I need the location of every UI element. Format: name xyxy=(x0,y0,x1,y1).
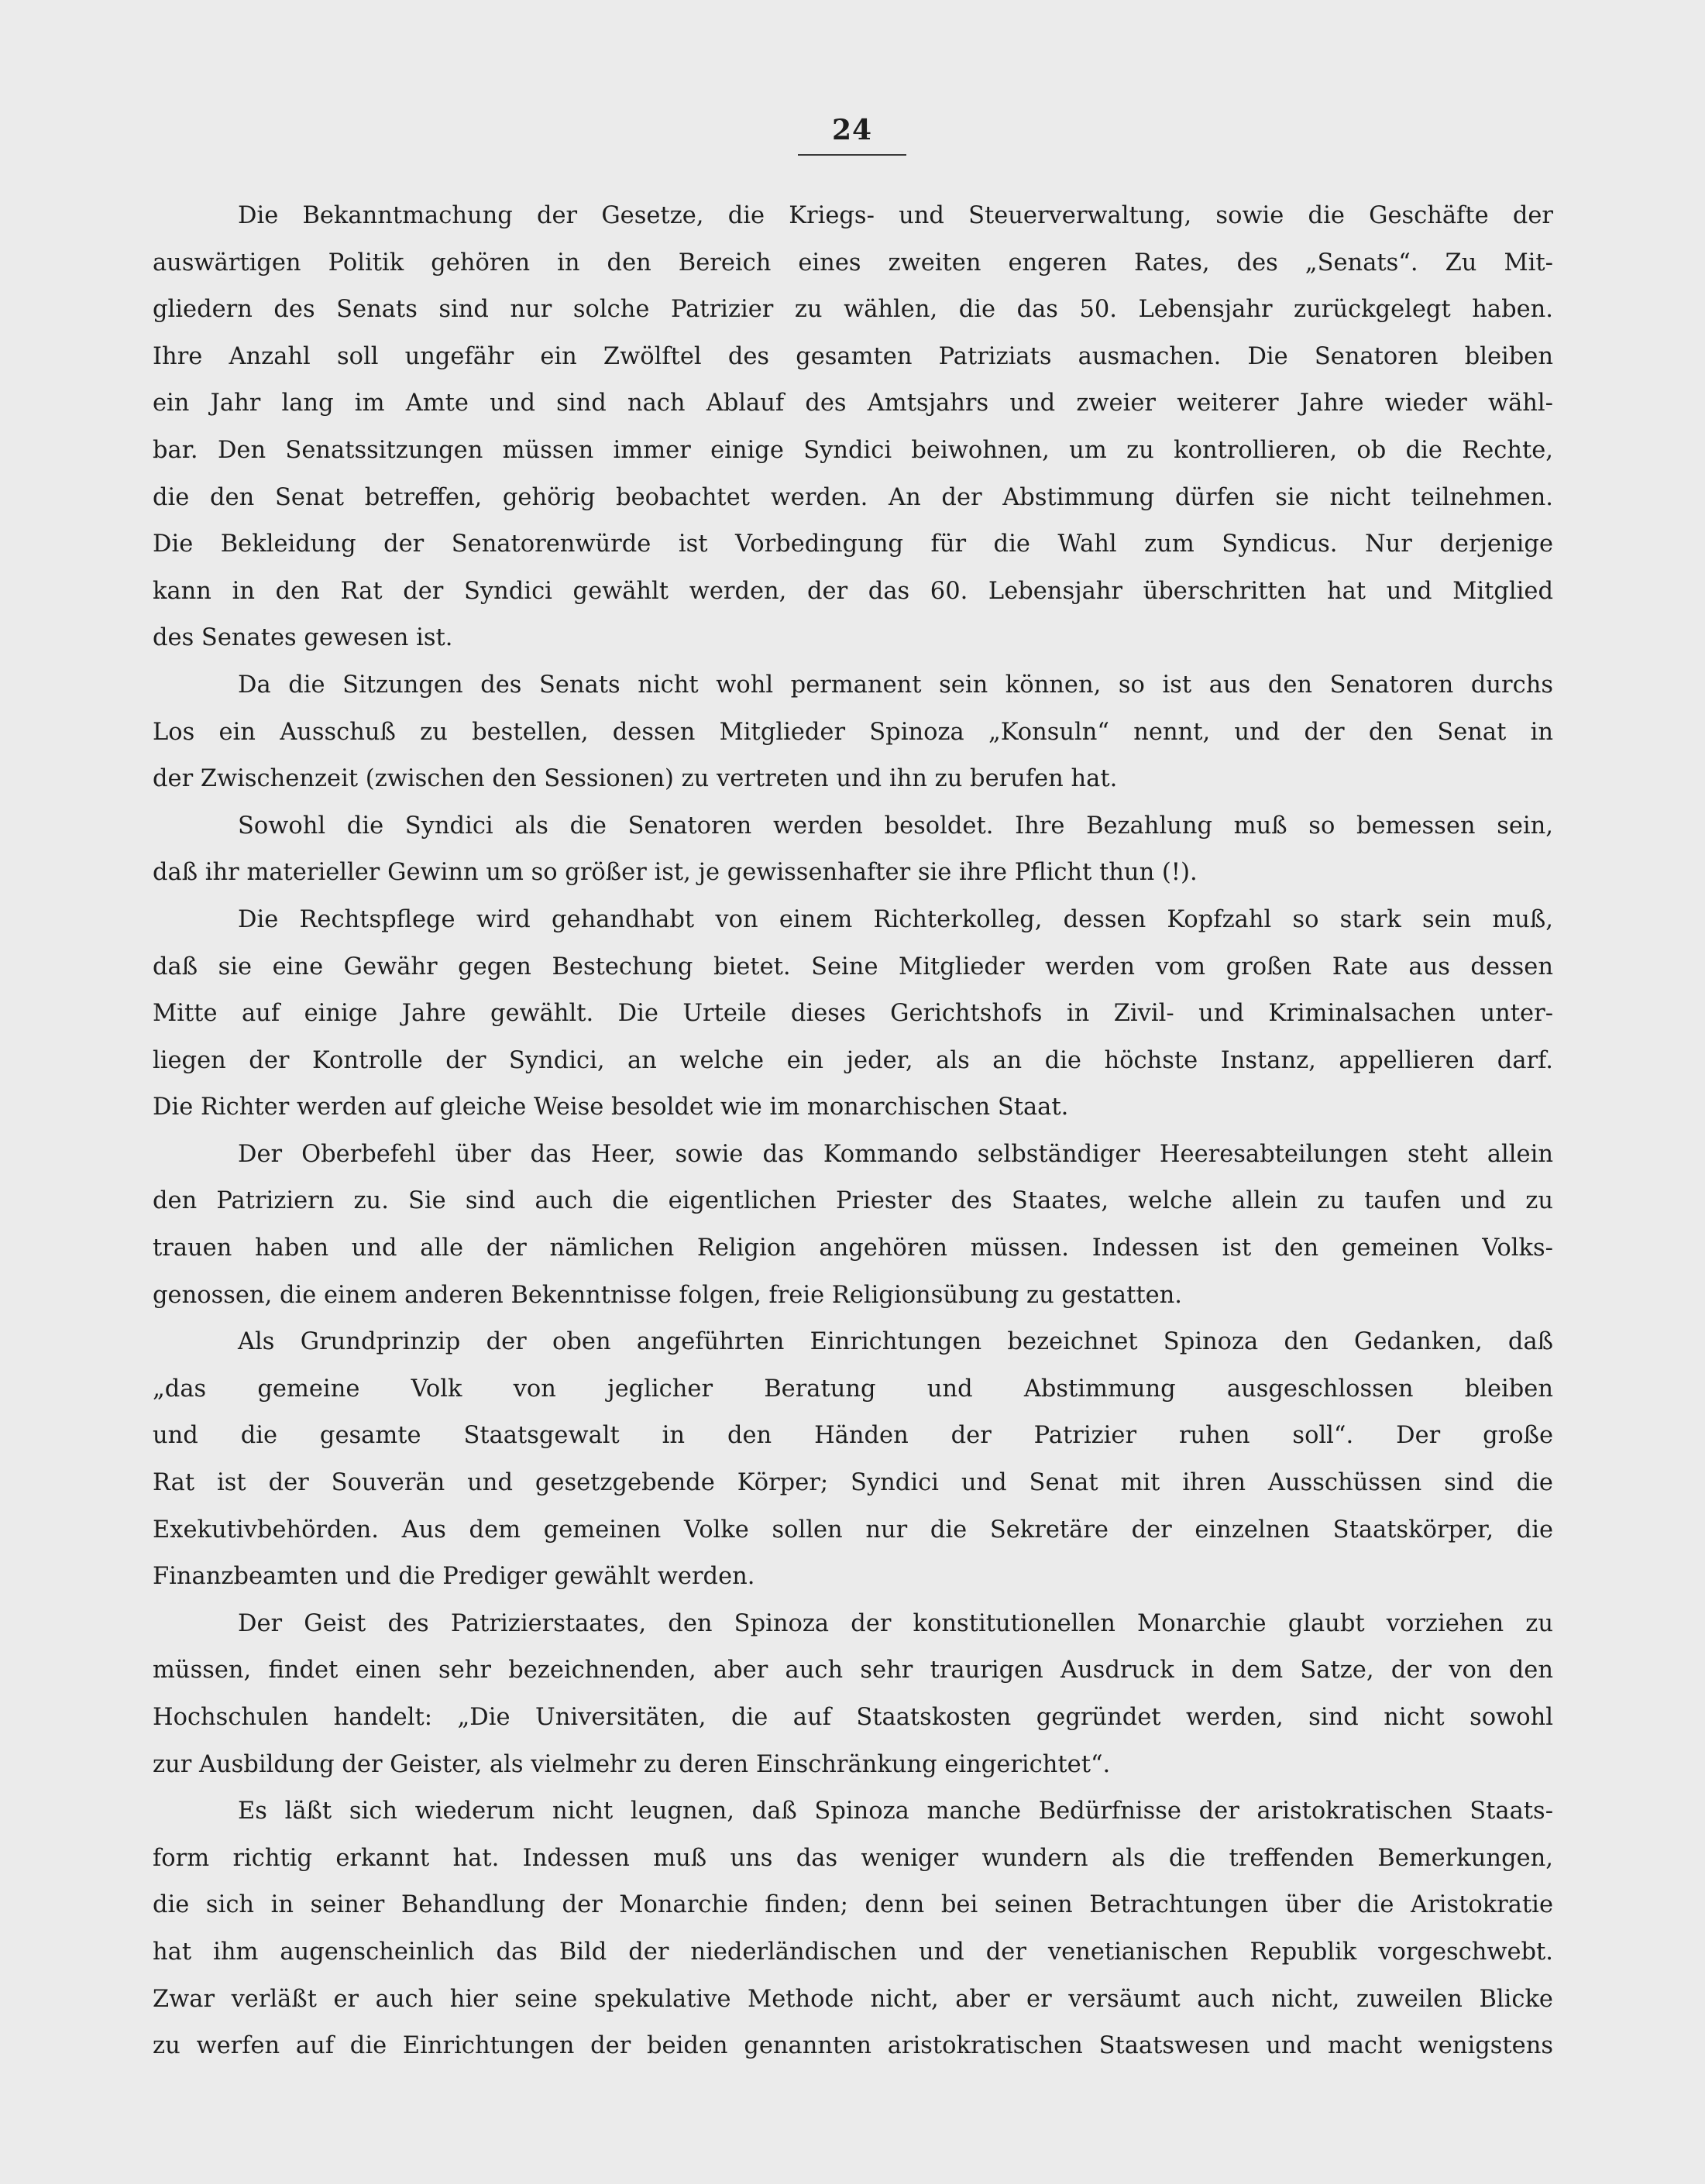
text-line: bar. Den Senatssitzungen müssen immer einige Syndici beiwohnen, um zu kontrollieren, ob die Rechte, xyxy=(153,436,1553,464)
text-line: des Senates gewesen ist. xyxy=(153,624,453,652)
text-line: Als Grundprinzip der oben angeführten Einrichtungen bezeichnet Spinoza den Gedanken, daß xyxy=(238,1328,1553,1356)
text-line: Da die Sitzungen des Senats nicht wohl permanent sein können, so ist aus den Senatoren durchs xyxy=(238,671,1553,699)
text-line: zu werfen auf die Einrichtungen der beiden genannten aristokratischen Staatswesen und macht wenigstens xyxy=(153,2032,1553,2060)
text-line: Die Rechtspflege wird gehandhabt von einem Richterkolleg, dessen Kopfzahl so stark sein muß, xyxy=(238,905,1553,933)
page-number-rule xyxy=(798,154,906,156)
text-line: Die Richter werden auf gleiche Weise besoldet wie im monarchischen Staat. xyxy=(153,1094,1069,1121)
text-line: Es läßt sich wiederum nicht leugnen, daß Spinoza manche Bedürfnisse der aristokratischen Staats- xyxy=(238,1798,1553,1825)
page-number: 24 xyxy=(831,114,873,146)
text-line: genossen, die einem anderen Bekenntnisse folgen, freie Religionsübung zu gestatten. xyxy=(153,1281,1182,1309)
text-line: die sich in seiner Behandlung der Monarchie finden; denn bei seinen Betrachtungen über die Aristokratie xyxy=(153,1891,1553,1919)
text-line: den Patriziern zu. Sie sind auch die eigentlichen Priester des Staates, welche allein zu taufen und zu xyxy=(153,1187,1553,1215)
body-text xyxy=(153,193,1553,2070)
text-line: und die gesamte Staatsgewalt in den Händen der Patrizier ruhen soll“. Der große xyxy=(153,1422,1553,1450)
text-line: Der Oberbefehl über das Heer, sowie das Kommando selbständiger Heeresabteilungen steht allein xyxy=(238,1140,1553,1168)
text-line: Zwar verläßt er auch hier seine spekulative Methode nicht, aber er versäumt auch nicht, zuweilen Blicke xyxy=(153,1985,1553,2013)
text-line: form richtig erkannt hat. Indessen muß uns das weniger wundern als die treffenden Bemerkungen, xyxy=(153,1844,1553,1872)
text-line: gliedern des Senats sind nur solche Patrizier zu wählen, die das 50. Lebensjahr zurückgelegt haben. xyxy=(153,296,1553,324)
text-line: Los ein Ausschuß zu bestellen, dessen Mitglieder Spinoza „Konsuln“ nennt, und der den Senat in xyxy=(153,718,1553,746)
text-line: daß ihr materieller Gewinn um so größer ist, je gewissenhafter sie ihre Pflicht thun (!). xyxy=(153,859,1198,887)
text-line: Exekutivbehörden. Aus dem gemeinen Volke sollen nur die Sekretäre der einzelnen Staatskörper, die xyxy=(153,1516,1553,1544)
text-line: Hochschulen handelt: „Die Universitäten, die auf Staatskosten gegründet werden, sind nicht sowohl xyxy=(153,1704,1553,1731)
text-line: liegen der Kontrolle der Syndici, an welche ein jeder, als an die höchste Instanz, appellieren darf. xyxy=(153,1046,1553,1074)
text-line: müssen, findet einen sehr bezeichnenden, aber auch sehr traurigen Ausdruck in dem Satze, der von den xyxy=(153,1657,1553,1684)
text-line: hat ihm augenscheinlich das Bild der niederländischen und der venetianischen Republik vorgeschwebt. xyxy=(153,1938,1553,1966)
text-line: Ihre Anzahl soll ungefähr ein Zwölftel des gesamten Patriziats ausmachen. Die Senatoren bleiben xyxy=(153,342,1553,370)
text-line: der Zwischenzeit (zwischen den Sessionen) zu vertreten und ihn zu berufen hat. xyxy=(153,765,1118,793)
text-line: die den Senat betreffen, gehörig beobachtet werden. An der Abstimmung dürfen sie nicht teilnehmen. xyxy=(153,483,1553,511)
text-line: zur Ausbildung der Geister, als vielmehr zu deren Einschränkung eingerichtet“. xyxy=(153,1750,1111,1778)
text-line: kann in den Rat der Syndici gewählt werden, der das 60. Lebensjahr überschritten hat und Mitglied xyxy=(153,577,1553,605)
text-line: Mitte auf einige Jahre gewählt. Die Urteile dieses Gerichtshofs in Zivil- und Kriminalsachen unter- xyxy=(153,1000,1553,1028)
text-line: daß sie eine Gewähr gegen Bestechung bietet. Seine Mitglieder werden vom großen Rate aus dessen xyxy=(153,953,1553,980)
text-line: auswärtigen Politik gehören in den Bereich eines zweiten engeren Rates, des „Senats“. Zu Mit- xyxy=(153,249,1553,276)
text-line: trauen haben und alle der nämlichen Religion angehören müssen. Indessen ist den gemeinen Volks- xyxy=(153,1235,1553,1262)
text-line: Die Bekanntmachung der Gesetze, die Kriegs- und Steuerverwaltung, sowie die Geschäfte der xyxy=(238,202,1553,229)
text-line: ein Jahr lang im Amte und sind nach Ablauf des Amtsjahrs und zweier weiterer Jahre wieder wähl- xyxy=(153,390,1553,417)
text-line: Sowohl die Syndici als die Senatoren werden besoldet. Ihre Bezahlung muß so bemessen sein, xyxy=(238,812,1553,840)
text-line: Rat ist der Souverän und gesetzgebende Körper; Syndici und Senat mit ihren Ausschüssen sind die xyxy=(153,1469,1553,1497)
text-line: Der Geist des Patrizierstaates, den Spinoza der konstitutionellen Monarchie glaubt vorziehen zu xyxy=(238,1609,1553,1637)
text-line: Die Bekleidung der Senatorenwürde ist Vorbedingung für die Wahl zum Syndicus. Nur derjenige xyxy=(153,531,1553,558)
text-line: „das gemeine Volk von jeglicher Beratung und Abstimmung ausgeschlossen bleiben xyxy=(153,1375,1553,1403)
text-line: Finanzbeamten und die Prediger gewählt werden. xyxy=(153,1563,755,1591)
